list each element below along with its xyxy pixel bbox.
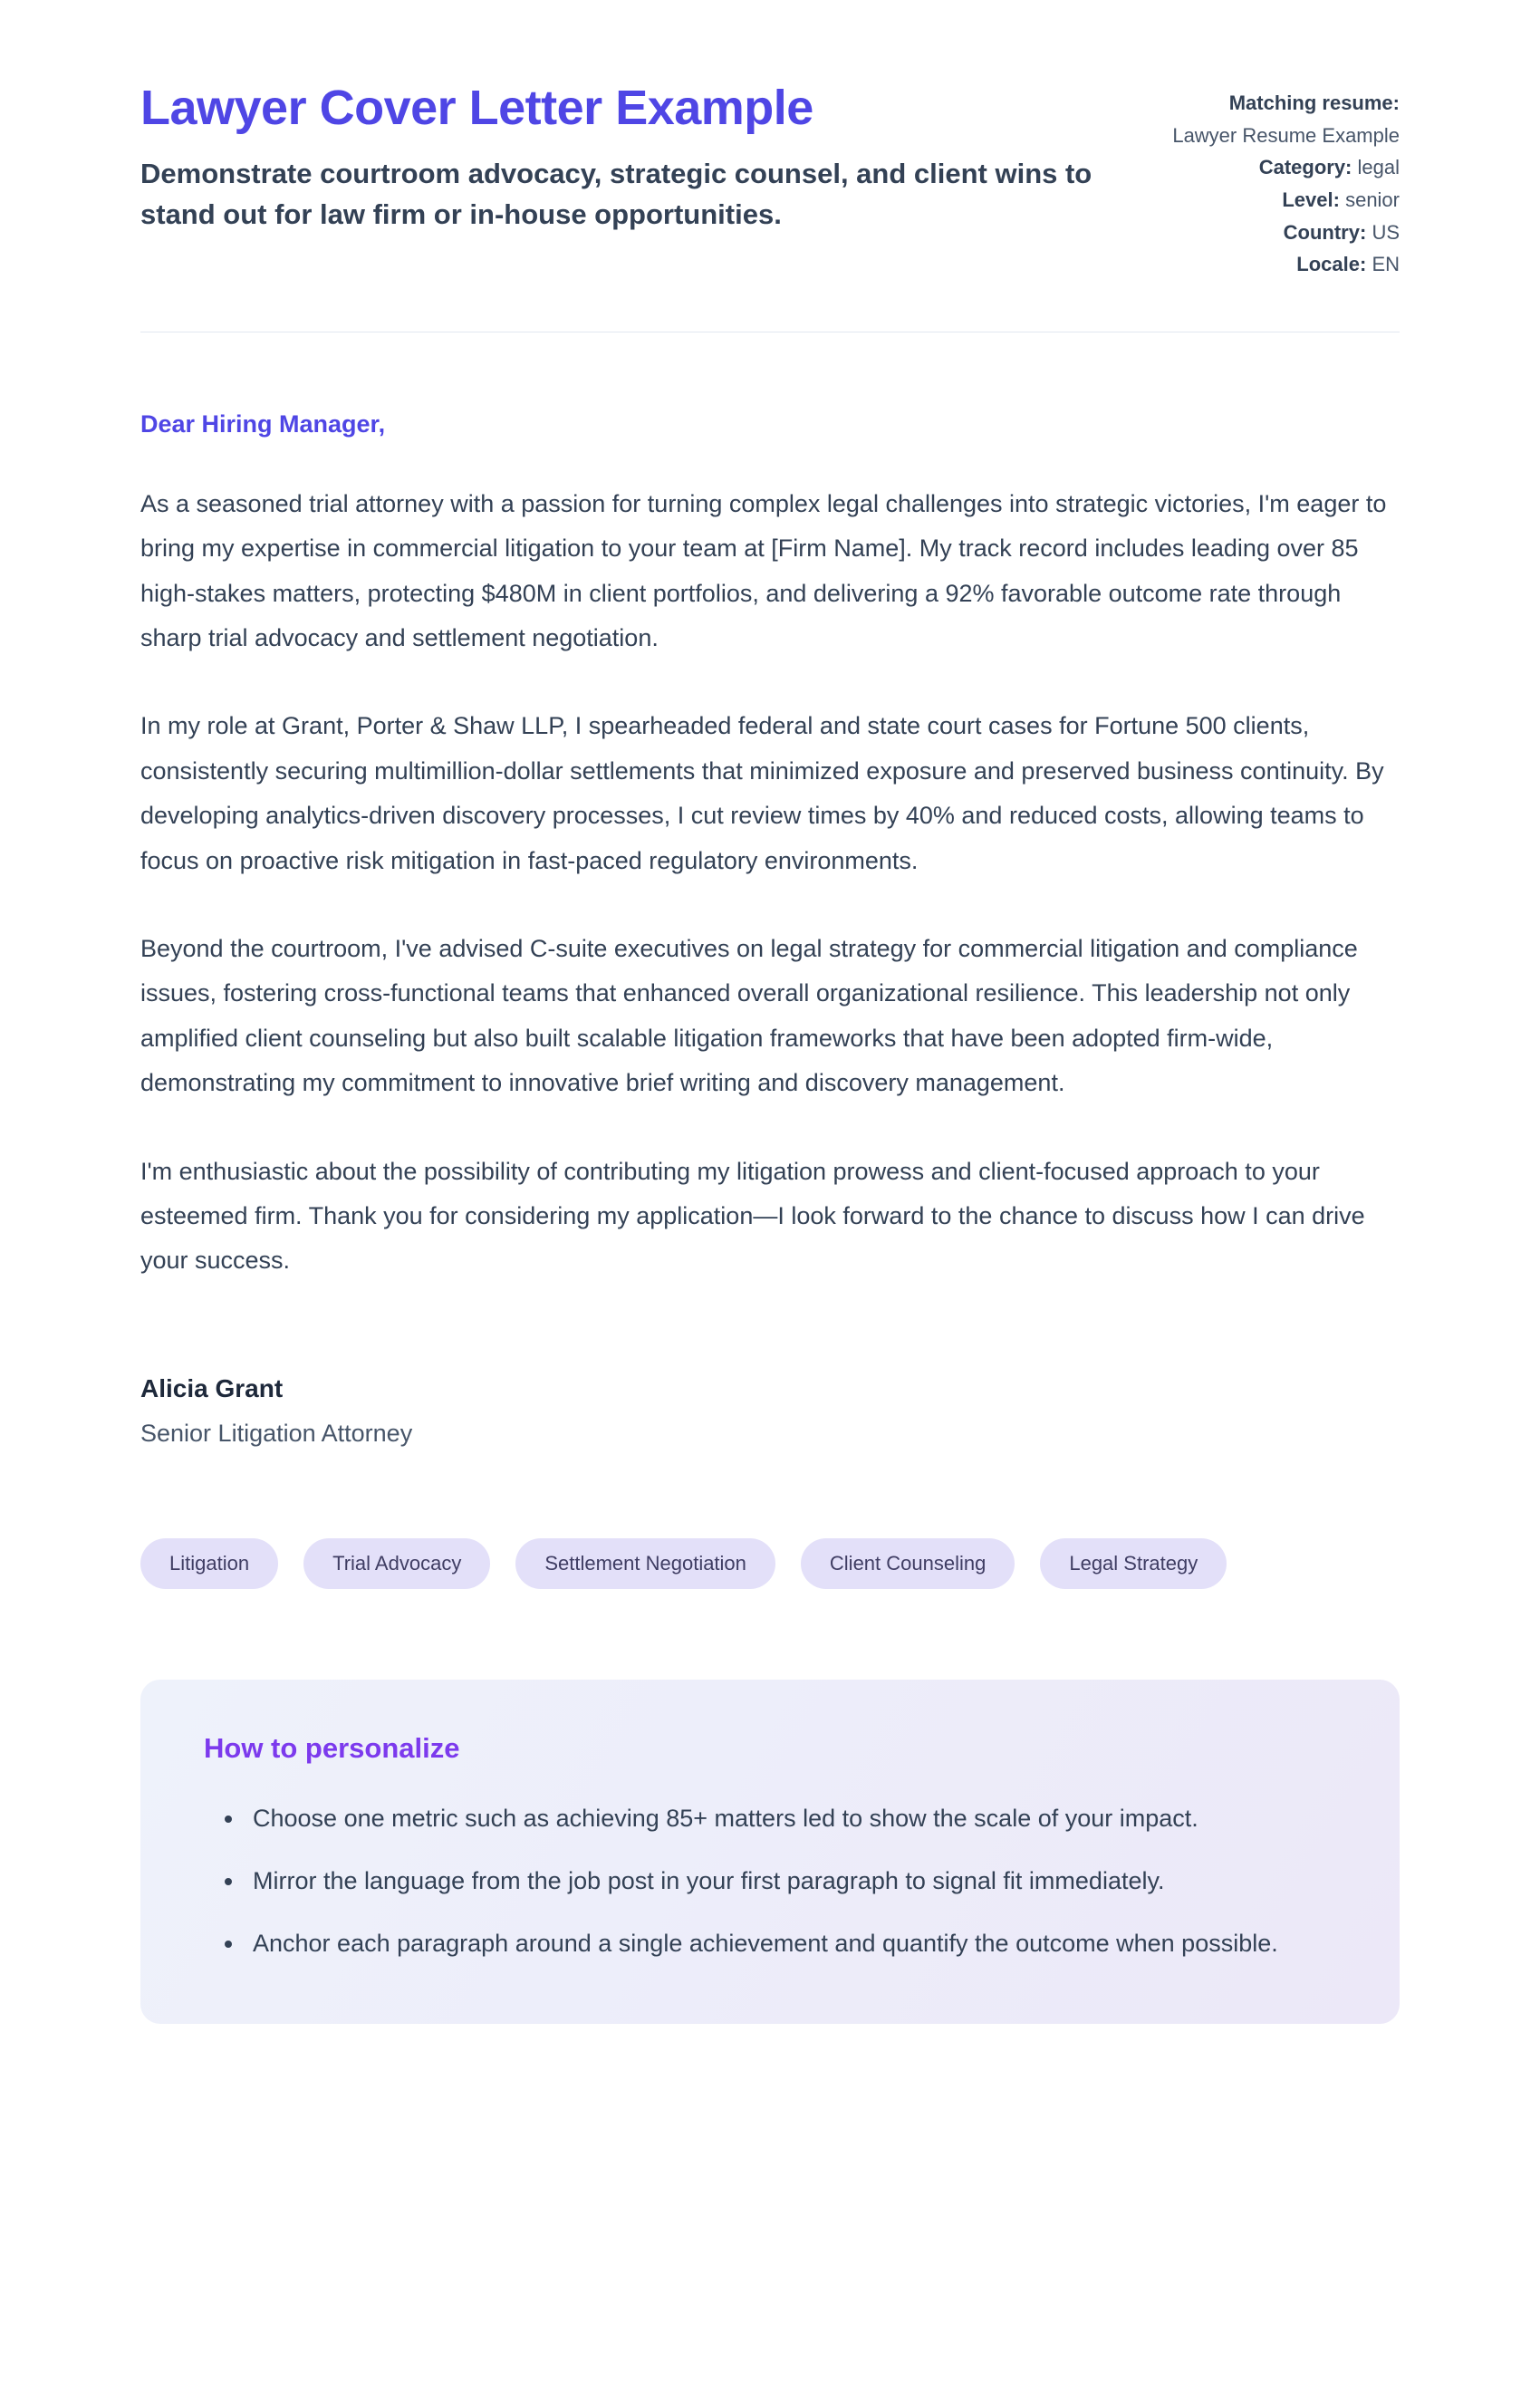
tag-trial-advocacy[interactable]: Trial Advocacy (303, 1538, 490, 1589)
tag-settlement-negotiation[interactable]: Settlement Negotiation (515, 1538, 775, 1589)
meta-matching-resume (1171, 87, 1400, 151)
meta-value: EN (1372, 253, 1400, 276)
tag-litigation[interactable]: Litigation (140, 1538, 278, 1589)
meta-value: legal (1357, 156, 1400, 179)
letter-greeting: Dear Hiring Manager, (140, 409, 386, 438)
personalize-tip: • Mirror the language from the job post in your first paragraph to signal fit immediately. (245, 1860, 1336, 1902)
meta-value: US (1372, 220, 1400, 244)
letter-paragraph: Beyond the courtroom, I've advised C-suite executives on legal strategy for commercial litigation and compliance issues, fostering cross-functional teams that enhanced overall organizational resilience. This leadership not only amplified client counseling but also built scalable litigation frameworks that have been adopted firm-wide, demonstrating my commitment to innovative brief writing and discovery management. (140, 935, 1358, 1097)
signature-name: Alicia Grant (140, 1373, 284, 1402)
letter-paragraph: In my role at Grant, Porter & Shaw LLP, I spearheaded federal and state court cases for Fortune 500 clients, consistently securing multimillion-dollar settlements that minimized exposure and preserved business continuity. By developing analytics-driven discovery processes, I cut review times by 40% and reduced costs, allowing teams to focus on proactive risk mitigation in fast-paced regulatory environments. (140, 712, 1384, 874)
letter-body (140, 410, 1400, 1448)
meta-label: Country: (1283, 220, 1367, 244)
meta-label: Level: (1282, 188, 1340, 211)
personalize-tip: • Anchor each paragraph around a single achievement and quantify the outcome when possible. (245, 1922, 1336, 1965)
meta-label: Category: (1258, 156, 1352, 179)
meta-category (1171, 151, 1400, 184)
meta-value: senior (1345, 188, 1400, 211)
tag-client-counseling[interactable]: Client Counseling (801, 1538, 1015, 1589)
signature-job-title: Senior Litigation Attorney (140, 1419, 413, 1447)
meta-label: Matching resume: (1228, 92, 1400, 114)
meta-locale (1171, 248, 1400, 281)
meta-label: Locale: (1296, 253, 1367, 276)
skill-tags-row (140, 1538, 1400, 1589)
tag-legal-strategy[interactable]: Legal Strategy (1040, 1538, 1227, 1589)
page-title: Lawyer Cover Letter Example (140, 81, 813, 135)
letter-paragraph: I'm enthusiastic about the possibility of contributing my litigation prowess and client-focused approach to your esteemed firm. Thank you for considering my application—I look forward to the chance to discuss how I can drive your success. (140, 1157, 1365, 1275)
meta-country (1171, 217, 1400, 249)
letter-paragraph: As a seasoned trial attorney with a passion for turning complex legal challenges into strategic victories, I'm eager to bring my expertise in commercial litigation to your team at [Firm Name]. My track record includes leading over 85 high-stakes matters, protecting $480M in client portfolios, and delivering a 92% favorable outcome rate through sharp trial advocacy and settlement negotiation. (140, 489, 1387, 651)
meta-value: Lawyer Resume Example (1172, 123, 1400, 147)
meta-level (1171, 184, 1400, 217)
resume-meta-block (1171, 80, 1400, 281)
header-title-block (140, 80, 1117, 236)
page-header (140, 80, 1400, 332)
page-subtitle: Demonstrate courtroom advocacy, strategic counsel, and client wins to stand out for law firm or in-house opportunities. (140, 158, 1092, 231)
personalize-tips-list (204, 1797, 1336, 1966)
signature-block (140, 1374, 1400, 1448)
personalize-card-title: How to personalize (204, 1731, 460, 1764)
personalize-tip: • Choose one metric such as achieving 85+ matters led to show the scale of your impact. (245, 1797, 1336, 1840)
personalize-card (140, 1680, 1400, 2024)
